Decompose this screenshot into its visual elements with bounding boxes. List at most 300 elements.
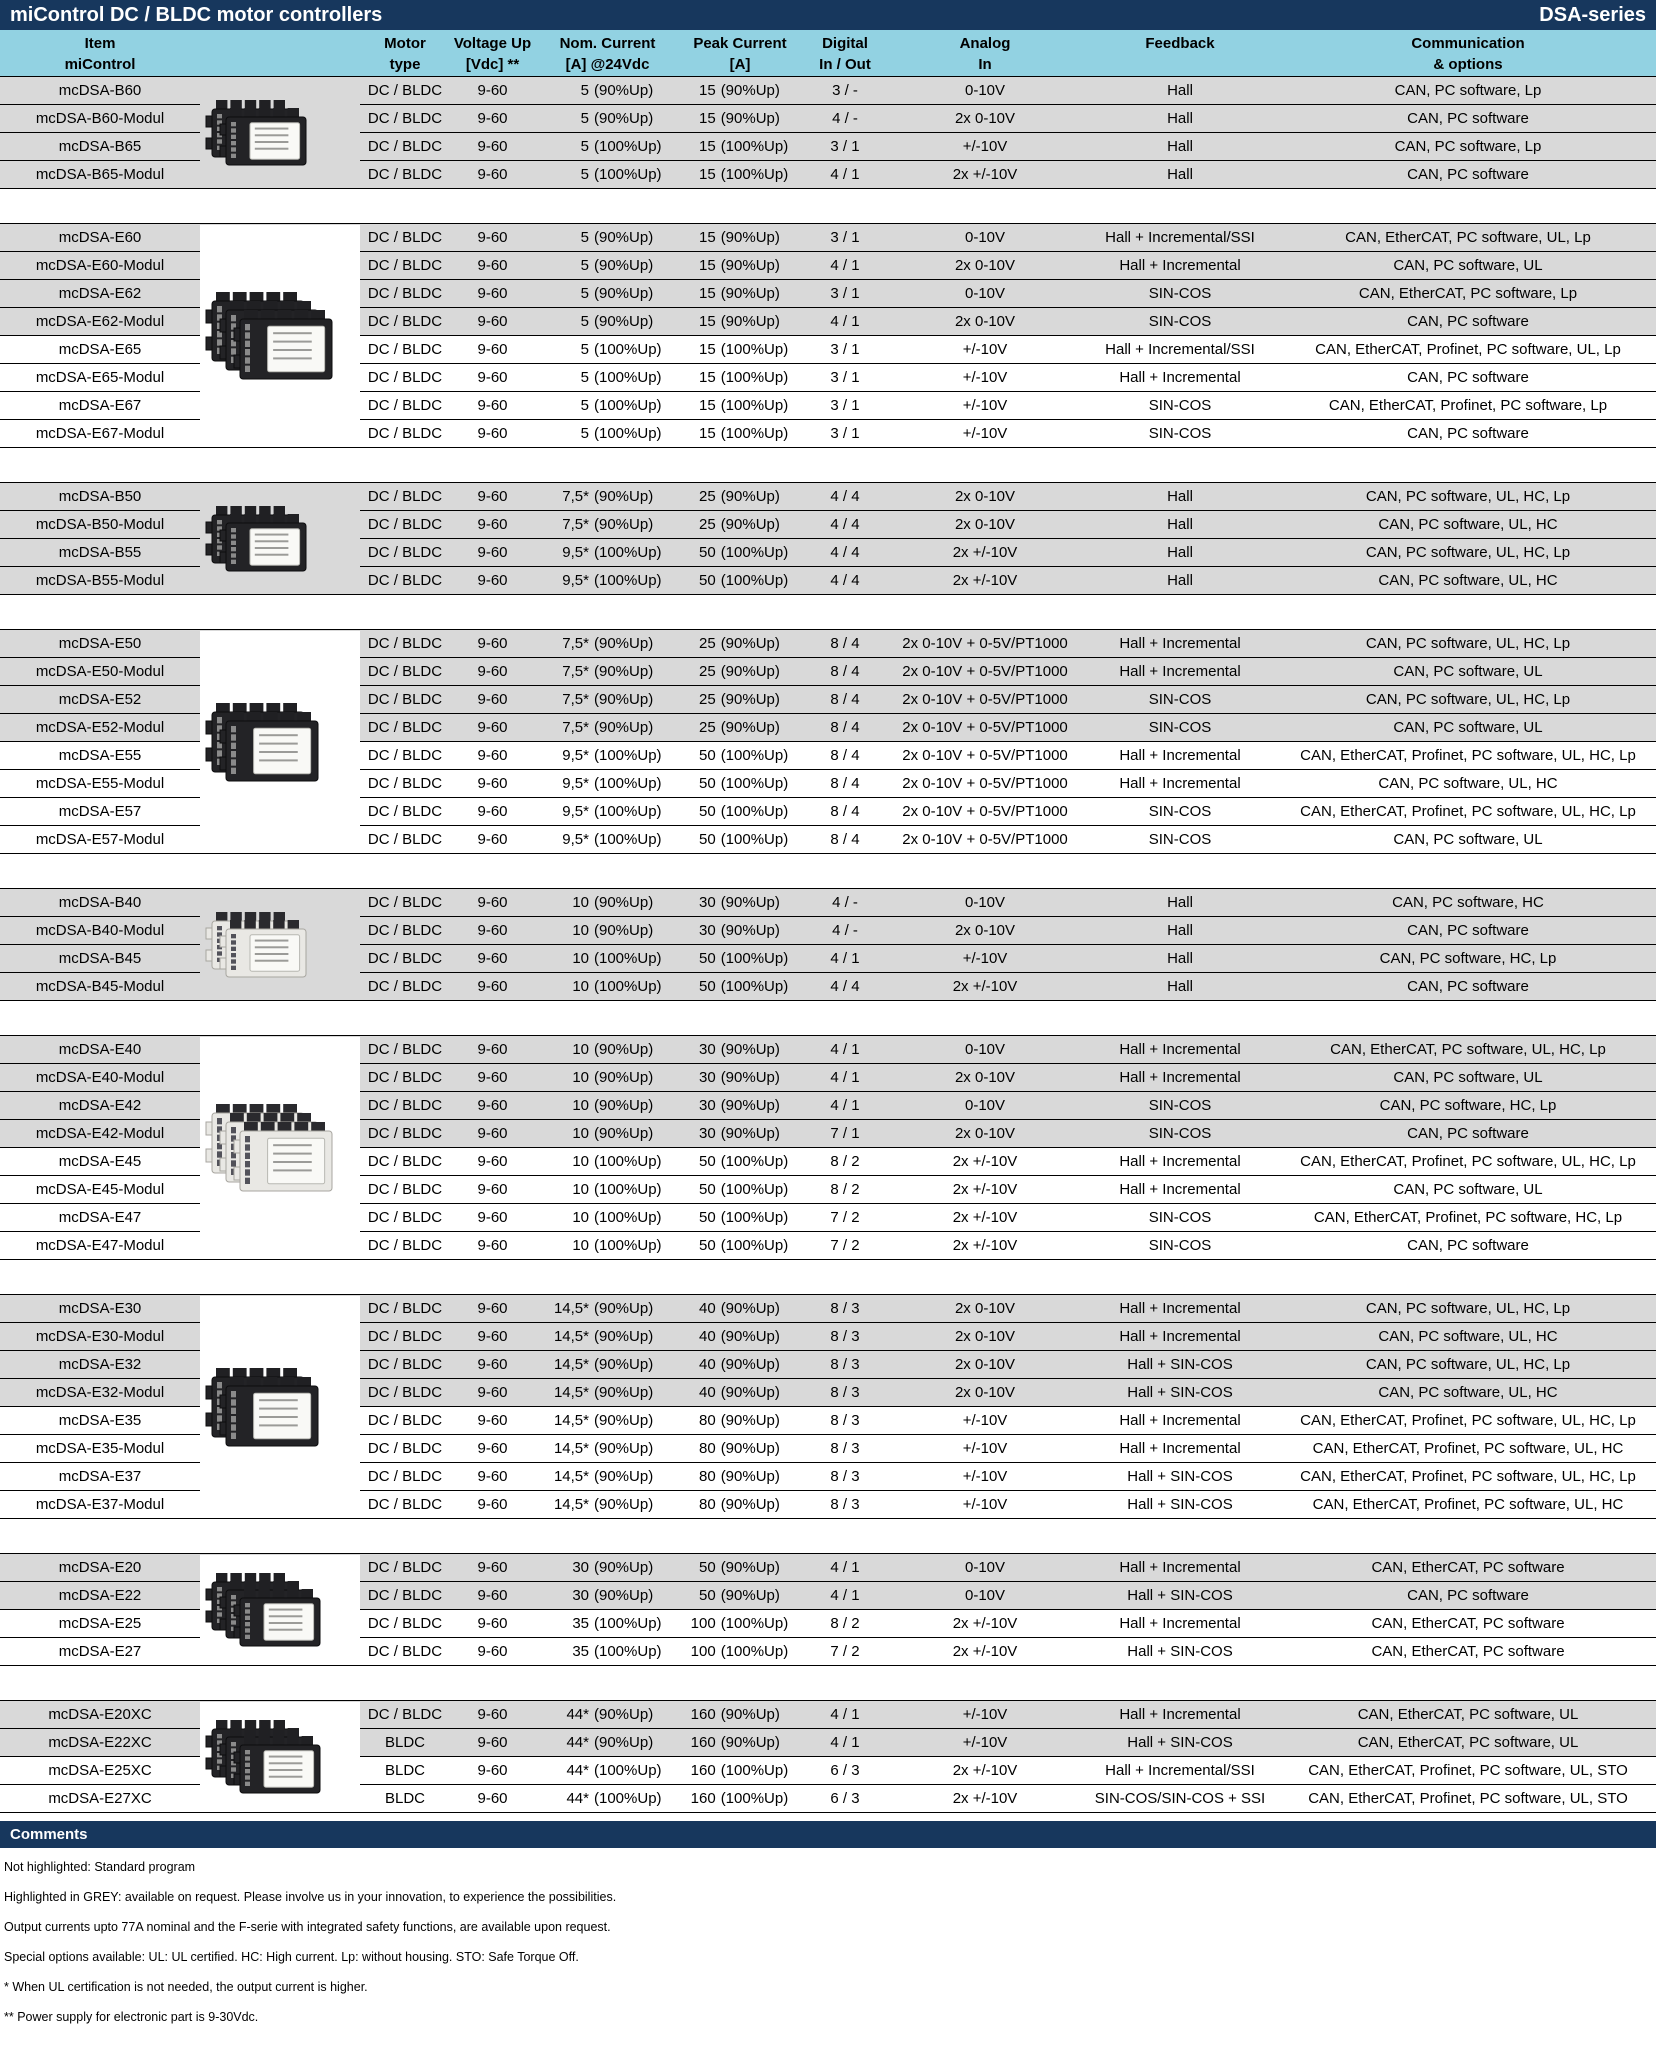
page-title: miControl DC / BLDC motor controllers	[10, 3, 383, 26]
cell-comm: CAN, EtherCAT, PC software	[1371, 1615, 1565, 1632]
cell-dio: 3 / 1	[830, 138, 860, 155]
cell-item: mcDSA-E45	[58, 1153, 142, 1170]
cell-peak: 80 (90%Up)	[699, 1440, 780, 1457]
cell-nom: 10 (100%Up)	[572, 950, 662, 967]
cell-item: mcDSA-B55	[58, 544, 142, 561]
cell-dio: 4 / 1	[830, 313, 860, 330]
group-gap	[0, 1519, 1656, 1553]
cell-peak: 50 (100%Up)	[699, 831, 789, 848]
cell-item: mcDSA-E37-Modul	[35, 1496, 165, 1513]
cell-comm: CAN, PC software, UL, HC	[1378, 1328, 1558, 1345]
cell-voltage: 9-60	[477, 1496, 508, 1513]
cell-nom: 9,5* (100%Up)	[562, 572, 662, 589]
cell-peak: 100 (100%Up)	[690, 1615, 789, 1632]
cell-motor: DC / BLDC	[367, 544, 443, 561]
cell-item: mcDSA-E57-Modul	[35, 831, 165, 848]
cell-dio: 3 / 1	[830, 369, 860, 386]
cell-item: mcDSA-E55-Modul	[35, 775, 165, 792]
cell-dio: 4 / 4	[830, 488, 860, 505]
cell-dio: 8 / 4	[830, 803, 860, 820]
cell-peak: 15 (90%Up)	[699, 313, 780, 330]
cell-comm: CAN, PC software, HC, Lp	[1379, 1097, 1557, 1114]
product-photo-mcdsa-e20	[200, 1564, 360, 1656]
cell-comm: CAN, EtherCAT, PC software, UL, Lp	[1345, 229, 1591, 246]
cell-peak: 15 (100%Up)	[699, 425, 789, 442]
cell-motor: DC / BLDC	[367, 1153, 443, 1170]
cell-voltage: 9-60	[477, 425, 508, 442]
cell-item: mcDSA-E27XC	[48, 1790, 152, 1807]
comment-note-6: ** Power supply for electronic part is 9-30Vdc.	[4, 2010, 259, 2024]
product-photo-mcdsa-e20xc	[200, 1711, 360, 1803]
cell-analog: 2x 0-10V	[954, 516, 1016, 533]
cell-feedback: Hall + Incremental	[1119, 1181, 1241, 1198]
cell-comm: CAN, PC software, UL, HC, Lp	[1365, 1356, 1571, 1373]
cell-voltage: 9-60	[477, 1734, 508, 1751]
cell-comm: CAN, EtherCAT, Profinet, PC software, UL, STO	[1308, 1762, 1628, 1779]
cell-nom: 14,5* (90%Up)	[553, 1328, 654, 1345]
cell-analog: 2x 0-10V + 0-5V/PT1000	[902, 831, 1068, 848]
cell-item: mcDSA-E62	[58, 285, 142, 302]
cell-motor: DC / BLDC	[367, 572, 443, 589]
cell-feedback: Hall + SIN-COS	[1127, 1734, 1233, 1751]
cell-feedback: SIN-COS	[1148, 1209, 1212, 1226]
cell-dio: 4 / 1	[830, 1097, 860, 1114]
cell-voltage: 9-60	[477, 1097, 508, 1114]
cell-peak: 30 (90%Up)	[699, 1097, 780, 1114]
cell-dio: 8 / 4	[830, 635, 860, 652]
cell-peak: 15 (100%Up)	[699, 369, 789, 386]
cell-nom: 7,5* (90%Up)	[562, 516, 654, 533]
cell-voltage: 9-60	[477, 663, 508, 680]
cell-nom: 5 (90%Up)	[580, 110, 654, 127]
cell-analog: 2x 0-10V + 0-5V/PT1000	[902, 691, 1068, 708]
cell-motor: BLDC	[384, 1790, 425, 1807]
cell-item: mcDSA-B55-Modul	[35, 572, 165, 589]
cell-peak: 15 (90%Up)	[699, 257, 780, 274]
spec-table	[0, 76, 1656, 1813]
cell-nom: 14,5* (90%Up)	[553, 1356, 654, 1373]
cell-nom: 5 (90%Up)	[580, 229, 654, 246]
cell-comm: CAN, PC software, UL, HC	[1378, 572, 1558, 589]
cell-peak: 30 (90%Up)	[699, 1041, 780, 1058]
cell-comm: CAN, EtherCAT, Profinet, PC software, UL, HC, Lp	[1300, 803, 1636, 820]
cell-peak: 15 (100%Up)	[699, 166, 789, 183]
cell-nom: 10 (90%Up)	[572, 894, 654, 911]
group-gap	[0, 595, 1656, 629]
cell-motor: DC / BLDC	[367, 257, 443, 274]
cell-analog: +/-10V	[962, 1412, 1008, 1429]
cell-feedback: Hall	[1167, 516, 1193, 533]
cell-voltage: 9-60	[477, 1412, 508, 1429]
cell-peak: 50 (100%Up)	[699, 1181, 789, 1198]
cell-analog: +/-10V	[962, 1706, 1008, 1723]
comment-note-2: Highlighted in GREY: available on request. Please involve us in your innovation, to experience the possibilities.	[4, 1890, 617, 1904]
cell-peak: 15 (100%Up)	[699, 138, 789, 155]
product-group-8	[0, 1553, 1656, 1666]
cell-item: mcDSA-E32-Modul	[35, 1384, 165, 1401]
cell-dio: 7 / 2	[830, 1209, 860, 1226]
cell-nom: 10 (90%Up)	[572, 1125, 654, 1142]
cell-dio: 4 / 4	[830, 544, 860, 561]
cell-comm: CAN, PC software, UL, HC, Lp	[1365, 635, 1571, 652]
cell-motor: DC / BLDC	[367, 1069, 443, 1086]
cell-motor: DC / BLDC	[367, 1181, 443, 1198]
cell-feedback: SIN-COS	[1148, 719, 1212, 736]
cell-motor: BLDC	[384, 1734, 425, 1751]
cell-motor: DC / BLDC	[367, 1496, 443, 1513]
cell-comm: CAN, EtherCAT, PC software, Lp	[1358, 285, 1578, 302]
cell-dio: 8 / 3	[830, 1328, 860, 1345]
product-group-3	[0, 482, 1656, 595]
cell-voltage: 9-60	[477, 1356, 508, 1373]
cell-motor: DC / BLDC	[367, 516, 443, 533]
cell-feedback: Hall + SIN-COS	[1127, 1496, 1233, 1513]
cell-voltage: 9-60	[477, 572, 508, 589]
column-header-digital-io: Digital In / Out	[819, 35, 871, 73]
cell-comm: CAN, PC software, HC, Lp	[1379, 950, 1557, 967]
comment-note-4: Special options available: UL: UL certified. HC: High current. Lp: without housing. STO: Safe Torque Off.	[4, 1950, 579, 1964]
cell-nom: 5 (90%Up)	[580, 82, 654, 99]
cell-peak: 50 (100%Up)	[699, 747, 789, 764]
cell-nom: 10 (90%Up)	[572, 1041, 654, 1058]
cell-nom: 35 (100%Up)	[572, 1615, 662, 1632]
group-gap	[0, 1666, 1656, 1700]
cell-dio: 4 / 4	[830, 572, 860, 589]
cell-voltage: 9-60	[477, 1209, 508, 1226]
cell-voltage: 9-60	[477, 138, 508, 155]
cell-peak: 50 (90%Up)	[699, 1559, 780, 1576]
cell-motor: DC / BLDC	[367, 803, 443, 820]
cell-analog: +/-10V	[962, 1468, 1008, 1485]
cell-comm: CAN, PC software, UL, HC	[1378, 775, 1558, 792]
product-group-2	[0, 223, 1656, 448]
cell-dio: 8 / 3	[830, 1496, 860, 1513]
cell-analog: 0-10V	[964, 1041, 1006, 1058]
cell-item: mcDSA-E67	[58, 397, 142, 414]
cell-motor: DC / BLDC	[367, 1468, 443, 1485]
group-gap	[0, 1260, 1656, 1294]
cell-item: mcDSA-B50	[58, 488, 142, 505]
cell-dio: 4 / 1	[830, 1734, 860, 1751]
cell-nom: 5 (100%Up)	[580, 166, 662, 183]
product-group-6	[0, 1035, 1656, 1260]
cell-item: mcDSA-E25XC	[48, 1762, 152, 1779]
cell-nom: 5 (100%Up)	[580, 397, 662, 414]
cell-feedback: Hall + Incremental/SSI	[1105, 341, 1255, 358]
cell-voltage: 9-60	[477, 719, 508, 736]
product-photo-mcdsa-e60	[200, 283, 360, 389]
cell-analog: 2x +/-10V	[952, 1209, 1018, 1226]
cell-analog: 2x +/-10V	[952, 1153, 1018, 1170]
cell-feedback: Hall + SIN-COS	[1127, 1643, 1233, 1660]
cell-peak: 160 (90%Up)	[690, 1706, 780, 1723]
cell-peak: 50 (100%Up)	[699, 572, 789, 589]
cell-dio: 7 / 2	[830, 1237, 860, 1254]
cell-analog: +/-10V	[962, 138, 1008, 155]
cell-peak: 40 (90%Up)	[699, 1300, 780, 1317]
cell-comm: CAN, EtherCAT, Profinet, PC software, UL, Lp	[1315, 341, 1621, 358]
cell-item: mcDSA-E52-Modul	[35, 719, 165, 736]
cell-dio: 8 / 4	[830, 831, 860, 848]
cell-analog: 2x 0-10V	[954, 1328, 1016, 1345]
cell-comm: CAN, PC software, HC	[1392, 894, 1544, 911]
cell-dio: 4 / 1	[830, 1559, 860, 1576]
cell-nom: 44* (90%Up)	[566, 1734, 654, 1751]
cell-motor: DC / BLDC	[367, 1300, 443, 1317]
product-photo-mcdsa-b40	[200, 903, 360, 987]
cell-comm: CAN, PC software, UL	[1393, 663, 1543, 680]
cell-peak: 15 (90%Up)	[699, 229, 780, 246]
cell-analog: 2x 0-10V	[954, 1069, 1016, 1086]
cell-peak: 15 (90%Up)	[699, 285, 780, 302]
cell-motor: DC / BLDC	[367, 1440, 443, 1457]
cell-analog: 0-10V	[964, 1559, 1006, 1576]
product-group-9	[0, 1700, 1656, 1813]
cell-feedback: SIN-COS	[1148, 691, 1212, 708]
cell-feedback: SIN-COS/SIN-COS + SSI	[1094, 1790, 1266, 1807]
cell-comm: CAN, PC software, UL, HC, Lp	[1365, 544, 1571, 561]
cell-peak: 25 (90%Up)	[699, 719, 780, 736]
cell-motor: DC / BLDC	[367, 285, 443, 302]
title-bar	[0, 0, 1656, 30]
cell-voltage: 9-60	[477, 1125, 508, 1142]
product-group-5	[0, 888, 1656, 1001]
cell-item: mcDSA-E55	[58, 747, 142, 764]
cell-peak: 30 (90%Up)	[699, 1069, 780, 1086]
comment-note-5: * When UL certification is not needed, the output current is higher.	[4, 1980, 368, 1994]
cell-analog: 2x +/-10V	[952, 1790, 1018, 1807]
cell-dio: 8 / 4	[830, 691, 860, 708]
cell-item: mcDSA-E57	[58, 803, 142, 820]
cell-item: mcDSA-E52	[58, 691, 142, 708]
cell-dio: 8 / 3	[830, 1440, 860, 1457]
cell-nom: 9,5* (100%Up)	[562, 775, 662, 792]
product-photo-mcdsa-e50-frame	[200, 631, 360, 853]
cell-peak: 25 (90%Up)	[699, 691, 780, 708]
comments-title: Comments	[10, 1826, 88, 1843]
cell-peak: 25 (90%Up)	[699, 488, 780, 505]
cell-peak: 100 (100%Up)	[690, 1643, 789, 1660]
cell-voltage: 9-60	[477, 1069, 508, 1086]
product-group-1	[0, 76, 1656, 189]
cell-analog: 2x 0-10V + 0-5V/PT1000	[902, 747, 1068, 764]
cell-feedback: Hall + Incremental/SSI	[1105, 229, 1255, 246]
cell-voltage: 9-60	[477, 803, 508, 820]
cell-comm: CAN, EtherCAT, PC software, UL	[1357, 1734, 1579, 1751]
cell-motor: DC / BLDC	[367, 894, 443, 911]
comment-note-1: Not highlighted: Standard program	[4, 1860, 196, 1874]
cell-voltage: 9-60	[477, 831, 508, 848]
cell-motor: DC / BLDC	[367, 369, 443, 386]
cell-feedback: SIN-COS	[1148, 1125, 1212, 1142]
cell-nom: 9,5* (100%Up)	[562, 831, 662, 848]
cell-feedback: Hall + SIN-COS	[1127, 1468, 1233, 1485]
cell-motor: DC / BLDC	[367, 1384, 443, 1401]
cell-feedback: SIN-COS	[1148, 803, 1212, 820]
cell-dio: 3 / 1	[830, 229, 860, 246]
cell-feedback: Hall + Incremental	[1119, 663, 1241, 680]
cell-motor: DC / BLDC	[367, 635, 443, 652]
cell-item: mcDSA-E27	[58, 1643, 142, 1660]
cell-motor: DC / BLDC	[367, 1706, 443, 1723]
cell-nom: 10 (100%Up)	[572, 1237, 662, 1254]
cell-feedback: SIN-COS	[1148, 1097, 1212, 1114]
cell-motor: DC / BLDC	[367, 1209, 443, 1226]
cell-analog: +/-10V	[962, 1496, 1008, 1513]
cell-voltage: 9-60	[477, 1237, 508, 1254]
cell-item: mcDSA-E45-Modul	[35, 1181, 165, 1198]
cell-nom: 10 (90%Up)	[572, 922, 654, 939]
cell-motor: DC / BLDC	[367, 922, 443, 939]
cell-item: mcDSA-E42-Modul	[35, 1125, 165, 1142]
cell-analog: 2x 0-10V	[954, 1125, 1016, 1142]
cell-analog: 2x 0-10V	[954, 1384, 1016, 1401]
cell-motor: DC / BLDC	[367, 831, 443, 848]
cell-nom: 14,5* (90%Up)	[553, 1384, 654, 1401]
cell-feedback: Hall	[1167, 166, 1193, 183]
cell-peak: 160 (100%Up)	[690, 1790, 789, 1807]
cell-analog: 0-10V	[964, 1587, 1006, 1604]
cell-motor: DC / BLDC	[367, 719, 443, 736]
cell-motor: DC / BLDC	[367, 488, 443, 505]
cell-analog: 0-10V	[964, 82, 1006, 99]
cell-feedback: Hall	[1167, 110, 1193, 127]
product-photo-mcdsa-b50	[200, 497, 360, 581]
cell-motor: DC / BLDC	[367, 1125, 443, 1142]
cell-dio: 4 / 1	[830, 1069, 860, 1086]
cell-dio: 8 / 3	[830, 1300, 860, 1317]
cell-feedback: Hall	[1167, 138, 1193, 155]
cell-motor: DC / BLDC	[367, 110, 443, 127]
product-photo-mcdsa-b40-frame	[200, 890, 360, 1000]
cell-peak: 80 (90%Up)	[699, 1496, 780, 1513]
cell-motor: DC / BLDC	[367, 950, 443, 967]
cell-nom: 10 (90%Up)	[572, 1069, 654, 1086]
cell-motor: DC / BLDC	[367, 82, 443, 99]
cell-comm: CAN, PC software, UL, HC, Lp	[1365, 691, 1571, 708]
cell-item: mcDSA-B50-Modul	[35, 516, 165, 533]
cell-comm: CAN, PC software	[1407, 313, 1529, 330]
cell-item: mcDSA-B65-Modul	[35, 166, 165, 183]
cell-peak: 50 (100%Up)	[699, 950, 789, 967]
cell-comm: CAN, PC software	[1407, 1587, 1529, 1604]
cell-dio: 4 / 4	[830, 978, 860, 995]
cell-analog: 2x 0-10V	[954, 257, 1016, 274]
cell-analog: 2x +/-10V	[952, 1615, 1018, 1632]
cell-dio: 8 / 4	[830, 719, 860, 736]
spacer	[0, 1813, 1656, 1821]
cell-item: mcDSA-E37	[58, 1468, 142, 1485]
cell-item: mcDSA-E50	[58, 635, 142, 652]
cell-voltage: 9-60	[477, 1762, 508, 1779]
cell-comm: CAN, PC software	[1407, 369, 1529, 386]
cell-nom: 7,5* (90%Up)	[562, 635, 654, 652]
cell-dio: 3 / -	[832, 82, 858, 99]
column-header-peak-current: Peak Current [A]	[693, 35, 787, 73]
cell-voltage: 9-60	[477, 922, 508, 939]
cell-voltage: 9-60	[477, 516, 508, 533]
cell-analog: +/-10V	[962, 369, 1008, 386]
cell-motor: DC / BLDC	[367, 691, 443, 708]
group-gap	[0, 1001, 1656, 1035]
cell-voltage: 9-60	[477, 635, 508, 652]
cell-peak: 50 (100%Up)	[699, 775, 789, 792]
cell-feedback: Hall	[1167, 894, 1193, 911]
product-photo-mcdsa-e40	[200, 1095, 360, 1201]
cell-analog: +/-10V	[962, 1734, 1008, 1751]
cell-feedback: Hall	[1167, 544, 1193, 561]
cell-nom: 9,5* (100%Up)	[562, 747, 662, 764]
cell-comm: CAN, EtherCAT, Profinet, PC software, UL, HC, Lp	[1300, 1153, 1636, 1170]
cell-nom: 30 (90%Up)	[572, 1587, 654, 1604]
cell-motor: DC / BLDC	[367, 166, 443, 183]
cell-motor: DC / BLDC	[367, 1097, 443, 1114]
cell-voltage: 9-60	[477, 747, 508, 764]
cell-peak: 50 (100%Up)	[699, 1209, 789, 1226]
cell-voltage: 9-60	[477, 488, 508, 505]
cell-analog: 2x 0-10V	[954, 1300, 1016, 1317]
cell-item: mcDSA-E67-Modul	[35, 425, 165, 442]
cell-nom: 7,5* (90%Up)	[562, 719, 654, 736]
cell-peak: 25 (90%Up)	[699, 516, 780, 533]
cell-peak: 50 (100%Up)	[699, 1237, 789, 1254]
product-photo-mcdsa-e20-frame	[200, 1555, 360, 1665]
column-header-nom-current: Nom. Current [A] @24Vdc	[559, 35, 656, 73]
cell-item: mcDSA-B60-Modul	[35, 110, 165, 127]
cell-nom: 9,5* (100%Up)	[562, 544, 662, 561]
cell-dio: 4 / 1	[830, 1706, 860, 1723]
cell-item: mcDSA-E20XC	[48, 1706, 152, 1723]
cell-comm: CAN, EtherCAT, Profinet, PC software, UL, HC	[1312, 1440, 1624, 1457]
cell-feedback: Hall + Incremental	[1119, 1153, 1241, 1170]
comments-bar	[0, 1821, 1656, 1848]
cell-nom: 14,5* (90%Up)	[553, 1412, 654, 1429]
cell-comm: CAN, EtherCAT, Profinet, PC software, UL, HC, Lp	[1300, 1412, 1636, 1429]
series-label: DSA-series	[1539, 3, 1646, 26]
cell-comm: CAN, PC software	[1407, 1125, 1529, 1142]
cell-nom: 14,5* (90%Up)	[553, 1496, 654, 1513]
cell-voltage: 9-60	[477, 1559, 508, 1576]
cell-voltage: 9-60	[477, 1468, 508, 1485]
cell-dio: 4 / 1	[830, 950, 860, 967]
group-gap	[0, 448, 1656, 482]
cell-feedback: Hall + Incremental	[1119, 1041, 1241, 1058]
cell-comm: CAN, PC software, UL, HC	[1378, 516, 1558, 533]
cell-motor: DC / BLDC	[367, 775, 443, 792]
cell-peak: 50 (100%Up)	[699, 544, 789, 561]
cell-voltage: 9-60	[477, 1643, 508, 1660]
cell-dio: 4 / -	[832, 110, 858, 127]
cell-voltage: 9-60	[477, 1181, 508, 1198]
cell-peak: 80 (90%Up)	[699, 1468, 780, 1485]
cell-analog: 2x +/-10V	[952, 166, 1018, 183]
cell-analog: 2x 0-10V + 0-5V/PT1000	[902, 635, 1068, 652]
cell-item: mcDSA-E30-Modul	[35, 1328, 165, 1345]
cell-analog: +/-10V	[962, 1440, 1008, 1457]
product-photo-mcdsa-e30	[200, 1359, 360, 1456]
product-photo-mcdsa-e40-frame	[200, 1037, 360, 1259]
cell-analog: 2x 0-10V + 0-5V/PT1000	[902, 663, 1068, 680]
cell-analog: +/-10V	[962, 950, 1008, 967]
cell-peak: 50 (100%Up)	[699, 1153, 789, 1170]
comments-notes	[0, 1848, 1656, 2064]
cell-motor: DC / BLDC	[367, 1412, 443, 1429]
cell-peak: 50 (100%Up)	[699, 803, 789, 820]
cell-analog: 0-10V	[964, 1097, 1006, 1114]
cell-comm: CAN, PC software	[1407, 922, 1529, 939]
cell-motor: DC / BLDC	[367, 663, 443, 680]
cell-feedback: Hall + Incremental	[1119, 775, 1241, 792]
